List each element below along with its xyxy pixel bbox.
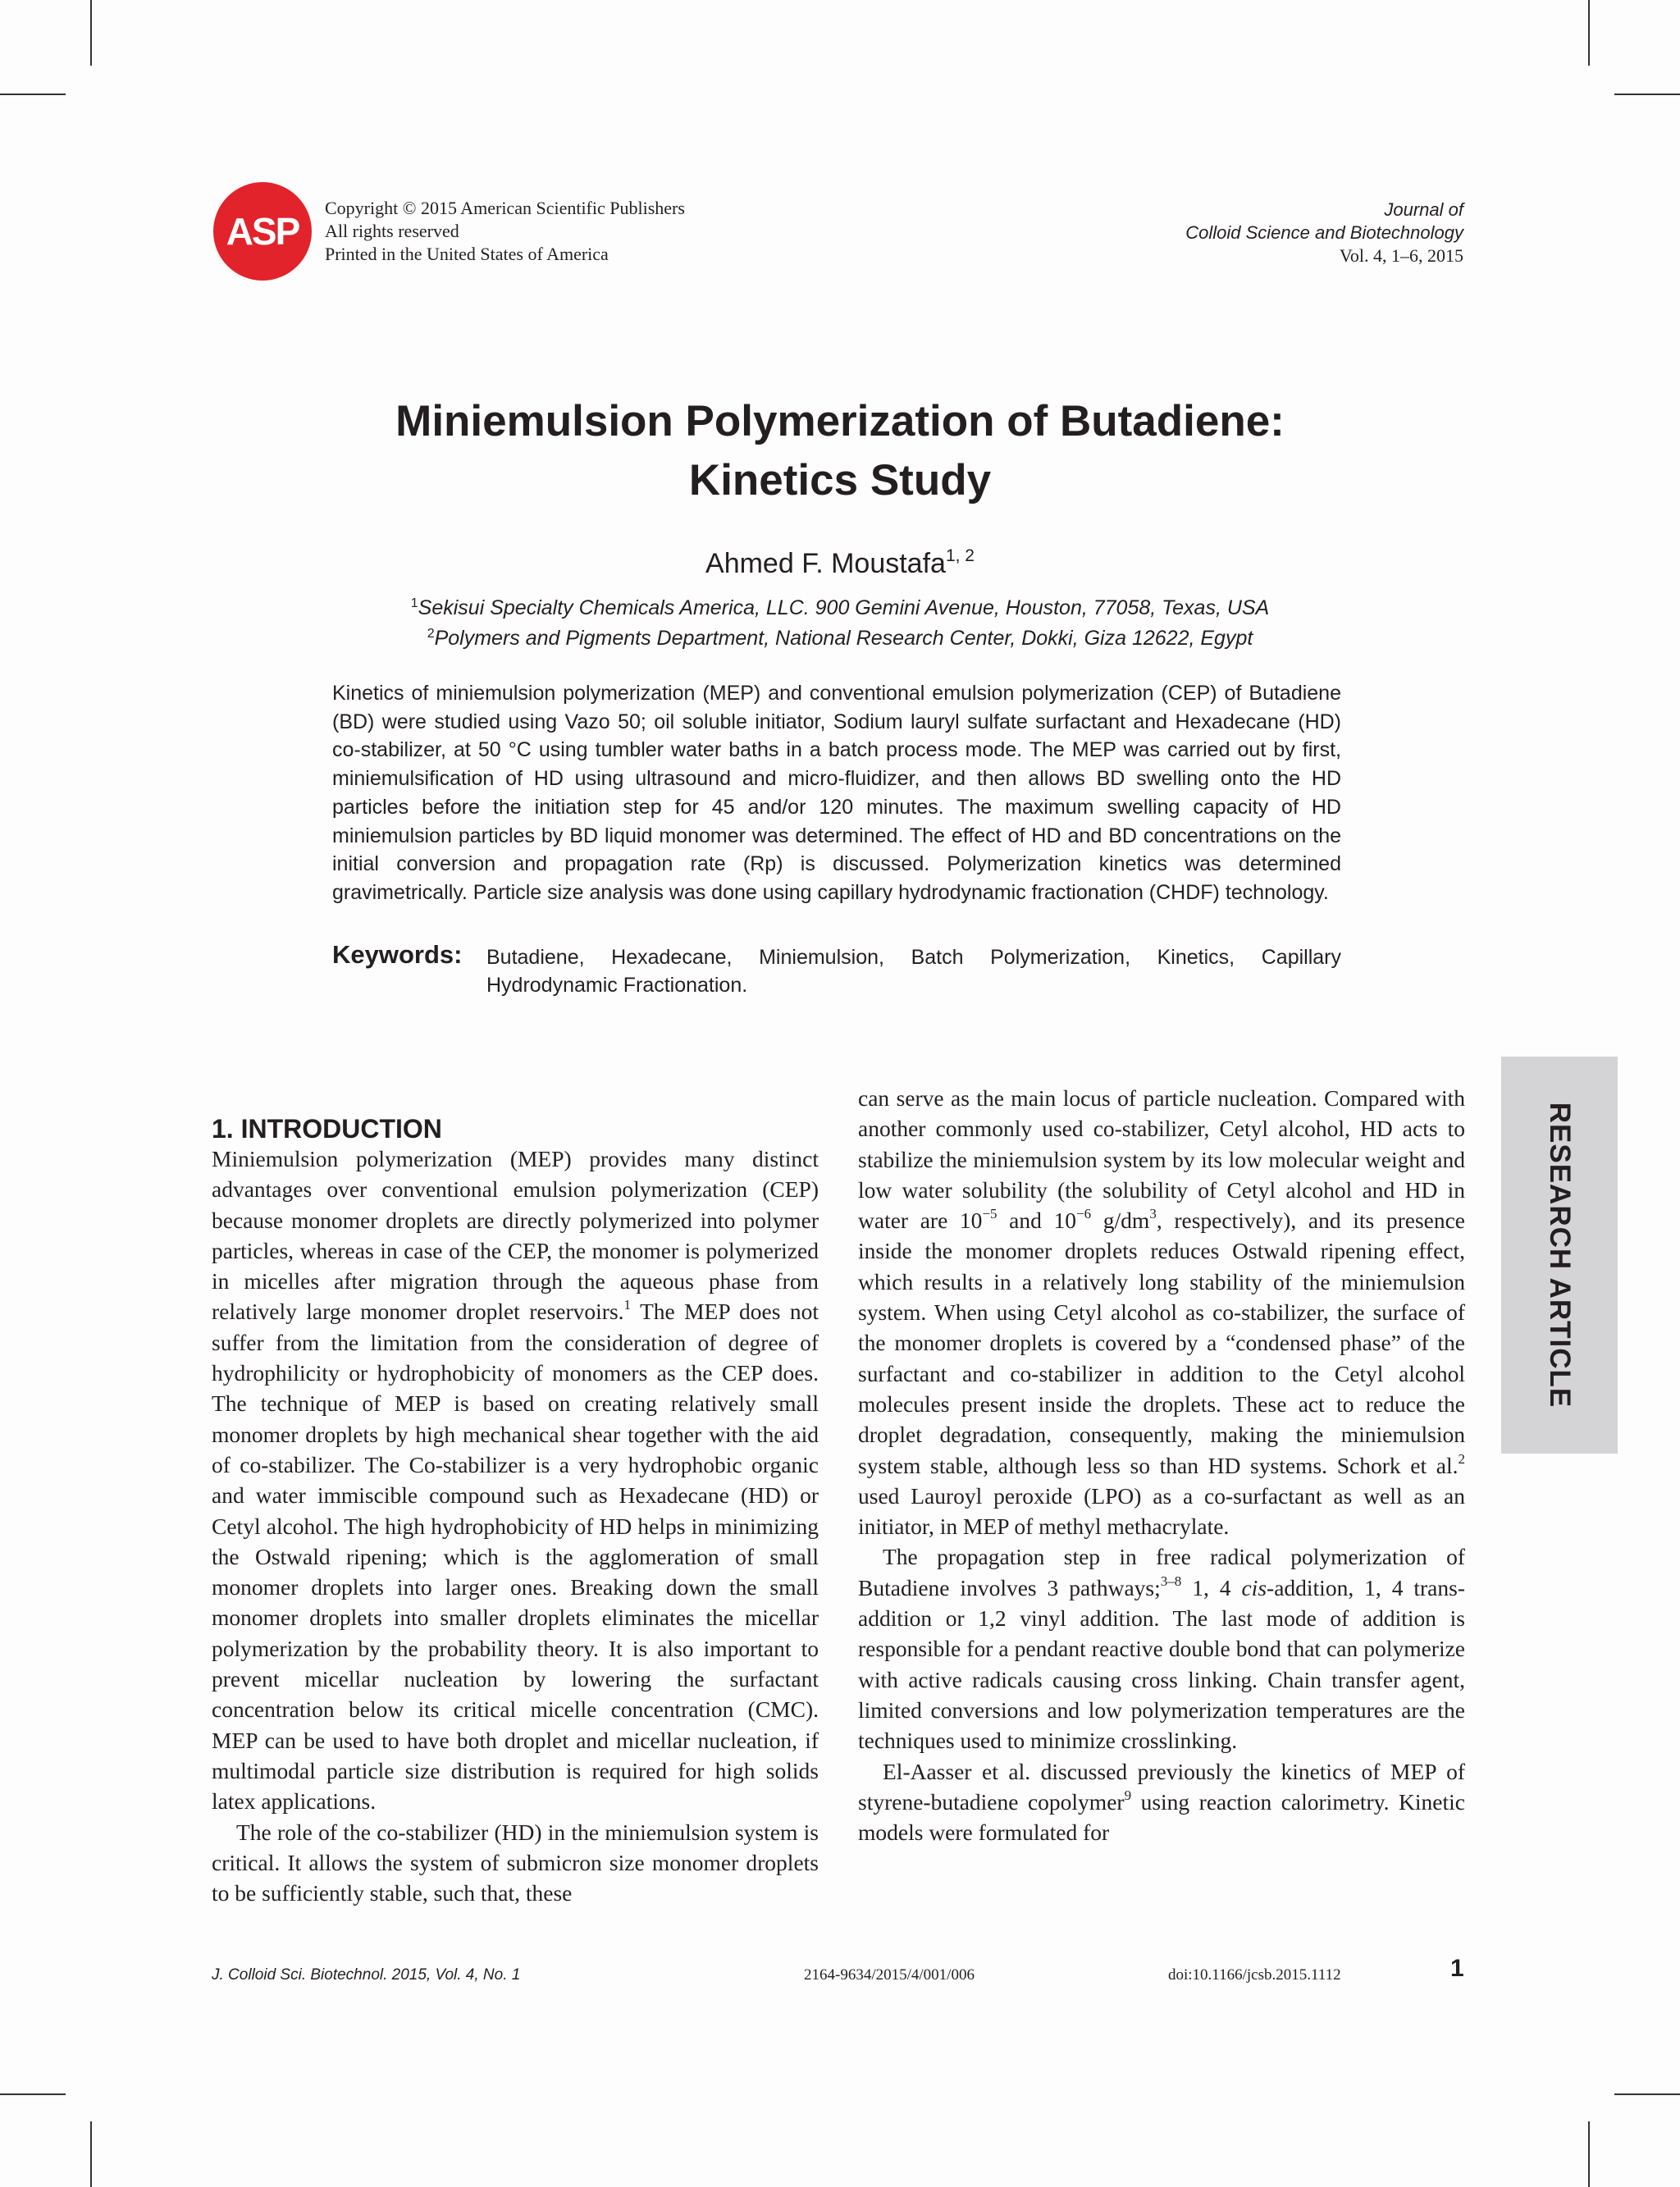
author-affiliation-marks: 1, 2: [945, 546, 975, 565]
crop-mark: [1588, 0, 1590, 66]
journal-name-line: Journal of: [1384, 199, 1463, 220]
crop-mark: [1614, 94, 1680, 95]
affiliation-mark: 1: [410, 596, 418, 610]
exponent: −6: [1076, 1206, 1092, 1222]
article-type-tab: [1501, 1057, 1618, 1454]
paragraph: [858, 1756, 1465, 1848]
article-type-label: RESEARCH ARTICLE: [1544, 1102, 1576, 1409]
reference-mark: 9: [1124, 1787, 1132, 1803]
page-number: 1: [1450, 1955, 1464, 1982]
footer-citation: J. Colloid Sci. Biotechnol. 2015, Vol. 4, No. 1: [212, 1966, 521, 1984]
reference-mark: 1: [623, 1297, 632, 1313]
crop-mark: [0, 94, 66, 95]
crop-mark: [90, 2121, 92, 2187]
author-line: [246, 538, 1434, 582]
italic-term: cis: [1241, 1574, 1267, 1600]
footer-doi: doi:10.1166/jcsb.2015.1112: [1168, 1966, 1341, 1984]
journal-volume: Vol. 4, 1–6, 2015: [1339, 245, 1463, 266]
paragraph: [858, 1083, 1465, 1541]
paragraph-text: Miniemulsion polymerization (MEP) provides many distinct advantages over conventional emulsion polymerization (CEP) because monomer droplets are directly polymerized into polymer particles, whereas in case of the CEP, the monomer is polymerized in micelles after migration through the aqueous phase from relatively large monomer droplet reservoirs.: [212, 1146, 819, 1325]
copyright-line: All rights reserved: [325, 221, 459, 241]
body-column-left: [212, 1112, 819, 1908]
reference-mark: 2: [1458, 1450, 1465, 1467]
article-title: [246, 392, 1434, 510]
paragraph-text: using reaction calorimetry. Kinetic models were formulated for: [858, 1788, 1465, 1846]
paragraph-text: The MEP does not suffer from the limitation from the consideration of degree of hydrophilicity or hydrophobicity of monomers as the CEP does. The technique of MEP is based on creating relatively small monomer droplets by high mechanical shear together with the aid of co-stabilizer. The Co-stabilizer is a very hydrophobic organic and water immiscible compound such as Hexadecane (HD) or Cetyl alcohol. The high hydrophobicity of HD helps in minimizing the Ostwald ripening; which is the agglomeration of small monomer droplets into larger ones. Breaking down the small monomer droplets into smaller droplets eliminates the micellar polymerization by the probability theory. It is also important to prevent micellar nucleation by lowering the surfactant concentration below its critical micelle concentration (CMC). MEP can be used to have both droplet and micellar nucleation, if multimodal particle size distribution is required for high solids latex applications.: [212, 1299, 819, 1815]
paragraph-text: El-Aasser et al. discussed previously the kinetics of MEP of styrene-butadiene copolymer: [858, 1758, 1465, 1815]
paragraph-text: g/dm: [1091, 1208, 1150, 1234]
crop-mark: [0, 2093, 66, 2095]
paragraph-text: can serve as the main locus of particle nucleation. Compared with another commonly used co-stabilizer, Cetyl alcohol, HD acts to stabilize the miniemulsion system by its low molecular weight and low water solubility (the solubility of Cetyl alcohol and HD in water are 10: [858, 1085, 1465, 1234]
affiliation-mark: 2: [427, 627, 435, 641]
affiliation: [246, 591, 1434, 621]
paragraph-text: The propagation step in free radical polymerization of Butadiene involves 3 pathways;: [858, 1544, 1465, 1600]
copyright-line: Printed in the United States of America: [325, 244, 609, 264]
crop-mark: [1614, 2093, 1680, 2095]
author-name: Ahmed F. Moustafa: [705, 548, 946, 579]
title-line: Miniemulsion Polymerization of Butadiene:: [395, 397, 1285, 445]
paragraph-text: , respectively), and its presence inside the monomer droplets reduces Ostwald ripening effect, which results in a relatively long stability of the miniemulsion system. When using Cetyl alcohol as co-stabilizer, the surface of the monomer droplets is covered by a “condensed phase” of the surfactant and co-stabilizer in addition to the Cetyl alcohol molecules present inside the droplets. These act to reduce the droplet degradation, consequently, making the miniemulsion system stable, although less so than HD systems. Schork et al.: [858, 1208, 1466, 1478]
paragraph-text: -addition, 1, 4 trans-addition or 1,2 vinyl addition. The last mode of addition is responsible for a pendant reactive double bond that can polymerize with active radicals causing cross linking. Chain transfer agent, limited conversions and low polymerization temperatures are the techniques used to minimize crosslinking.: [858, 1574, 1466, 1754]
exponent: −5: [982, 1206, 998, 1222]
footer-issn: 2164-9634/2015/4/001/006: [804, 1966, 975, 1984]
paragraph-text: and 10: [997, 1208, 1077, 1234]
keywords: [332, 940, 1341, 999]
title-line: Kinetics Study: [688, 456, 992, 505]
affiliations: [246, 591, 1434, 651]
affiliation-text: Sekisui Specialty Chemicals America, LLC. 900 Gemini Avenue, Houston, 77058, Texas, USA: [418, 596, 1270, 619]
section-heading: 1. INTRODUCTION: [212, 1114, 442, 1144]
copyright-block: [325, 197, 685, 266]
body-column-right: [858, 1083, 1465, 1847]
paragraph-text: used Lauroyl peroxide (LPO) as a co-surfactant as well as an initiator, in MEP of methyl methacrylate.: [858, 1482, 1465, 1540]
paragraph-text: 1, 4: [1181, 1574, 1242, 1600]
crop-mark: [90, 0, 92, 66]
paragraph: [858, 1541, 1465, 1756]
paragraph: The role of the co-stabilizer (HD) in the miniemulsion system is critical. It allows the system of submicron size monomer droplets to be sufficiently stable, such that, these: [212, 1819, 819, 1906]
exponent: 3: [1149, 1206, 1157, 1222]
journal-name-line: Colloid Science and Biotechnology: [1185, 222, 1463, 243]
affiliation-text: Polymers and Pigments Department, National Research Center, Dokki, Giza 12622, Egypt: [434, 627, 1253, 650]
abstract: Kinetics of miniemulsion polymerization (MEP) and conventional emulsion polymerization (CEP) of Butadiene (BD) were studied using Vazo 50; oil soluble initiator, Sodium lauryl sulfate surfactant and Hexadecane (HD) co-stabilizer, at 50 °C using tumbler water baths in a batch process mode. The MEP was carried out by first, miniemulsification of HD using ultrasound and micro-fluidizer, and then allows BD swelling onto the HD particles before the initiation step for 45 and/or 120 minutes. The maximum swelling capacity of HD miniemulsion particles by BD liquid monomer was determined. The effect of HD and BD concentrations on the initial conversion and propagation rate (Rp) is discussed. Polymerization kinetics was determined gravimetrically. Particle size analysis was done using capillary hydrodynamic fractionation (CHDF) technology.: [332, 682, 1341, 904]
copyright-line: Copyright © 2015 American Scientific Publishers: [325, 198, 685, 218]
reference-mark: 3–8: [1160, 1573, 1182, 1589]
journal-info: [1185, 199, 1463, 267]
crop-mark: [1588, 2121, 1590, 2187]
publisher-logo: ASP: [213, 182, 312, 281]
keywords-label: Keywords:: [332, 940, 463, 969]
keywords-text: Butadiene, Hexadecane, Miniemulsion, Batch Polymerization, Kinetics, Capillary Hydrodynamic Fractionation.: [486, 946, 1341, 997]
affiliation: [246, 621, 1434, 651]
paragraph: [212, 1144, 819, 1817]
